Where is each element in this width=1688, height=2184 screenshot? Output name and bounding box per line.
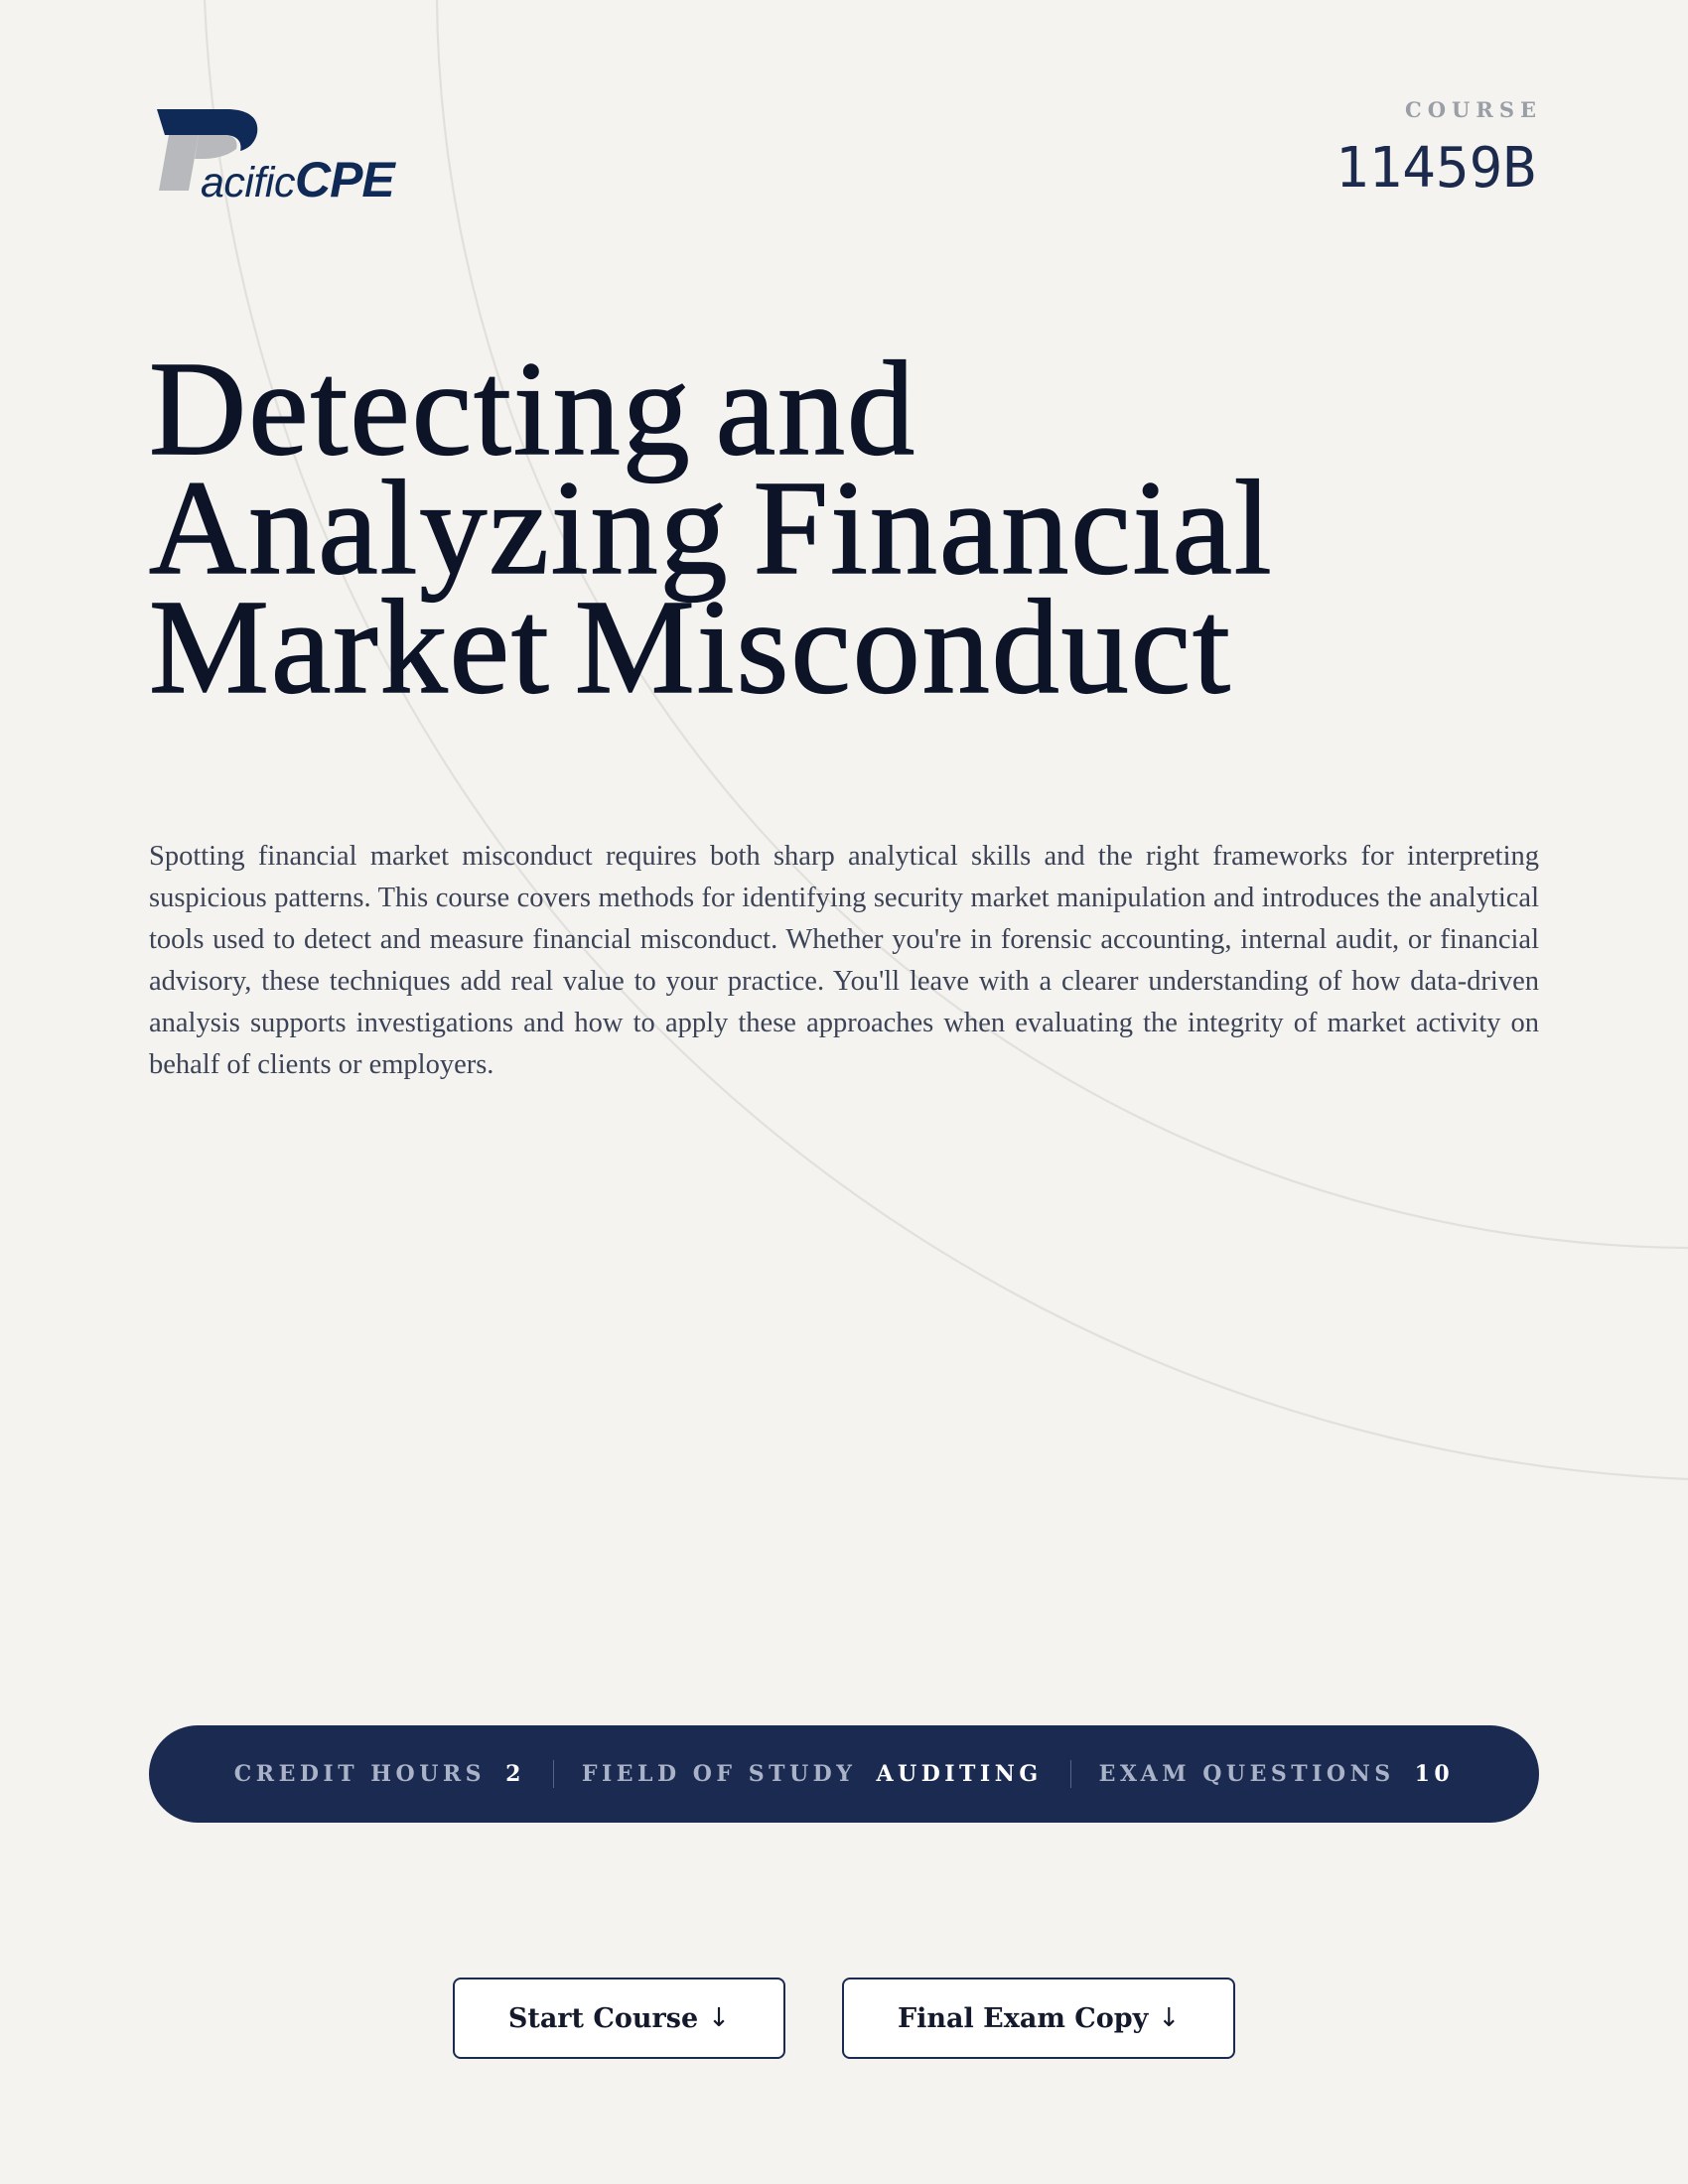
stat-field-value: AUDITING	[876, 1761, 1043, 1787]
logo-wordmark	[201, 151, 394, 208]
title-line-2: Analyzing Financial	[149, 454, 1274, 603]
start-course-button[interactable]	[453, 1978, 785, 2059]
stat-exam-questions	[1071, 1761, 1482, 1787]
pacific-cpe-logo[interactable]	[155, 105, 403, 207]
stat-exam-label: EXAM QUESTIONS	[1098, 1761, 1395, 1787]
stat-credit-hours	[207, 1761, 553, 1787]
final-exam-copy-button[interactable]	[842, 1978, 1235, 2059]
title-line-1: Detecting and	[149, 335, 917, 483]
logo-pacific-text: acific	[201, 159, 295, 206]
title-line-3: Market Misconduct	[149, 573, 1232, 722]
course-id-block	[1335, 97, 1542, 201]
stat-field-label: FIELD OF STUDY	[581, 1761, 857, 1787]
course-description: Spotting financial market misconduct requires both sharp analytical skills and the right frameworks for interpreting suspicious patterns. This course covers methods for identifying security market manipulation and introduces the analytical tools used to detect and measure financial misconduct. Whether you're in forensic accounting, internal audit, or financial advisory, these techniques add real value to your practice. You'll leave with a clearer understanding of how data-driven analysis supports investigations and how to apply these approaches when evaluating the integrity of market activity on behalf of clients or employers.	[149, 841, 1539, 1080]
stat-exam-value: 10	[1414, 1761, 1455, 1787]
stat-field-of-study	[554, 1761, 1070, 1787]
action-buttons	[0, 1978, 1688, 2059]
logo-cpe-text: CPE	[294, 152, 394, 207]
stat-credit-hours-value: 2	[505, 1761, 525, 1787]
final-exam-copy-label: Final Exam Copy	[897, 2002, 1149, 2034]
page-title	[149, 335, 1440, 722]
course-label: COURSE	[1405, 97, 1542, 122]
arrow-down-icon: ↓	[708, 2003, 730, 2033]
start-course-label: Start Course	[507, 2002, 699, 2034]
course-number: 11459B	[1335, 136, 1536, 201]
arrow-down-icon: ↓	[1158, 2003, 1181, 2033]
stat-credit-hours-label: CREDIT HOURS	[233, 1761, 487, 1787]
course-stats-bar	[149, 1725, 1539, 1823]
